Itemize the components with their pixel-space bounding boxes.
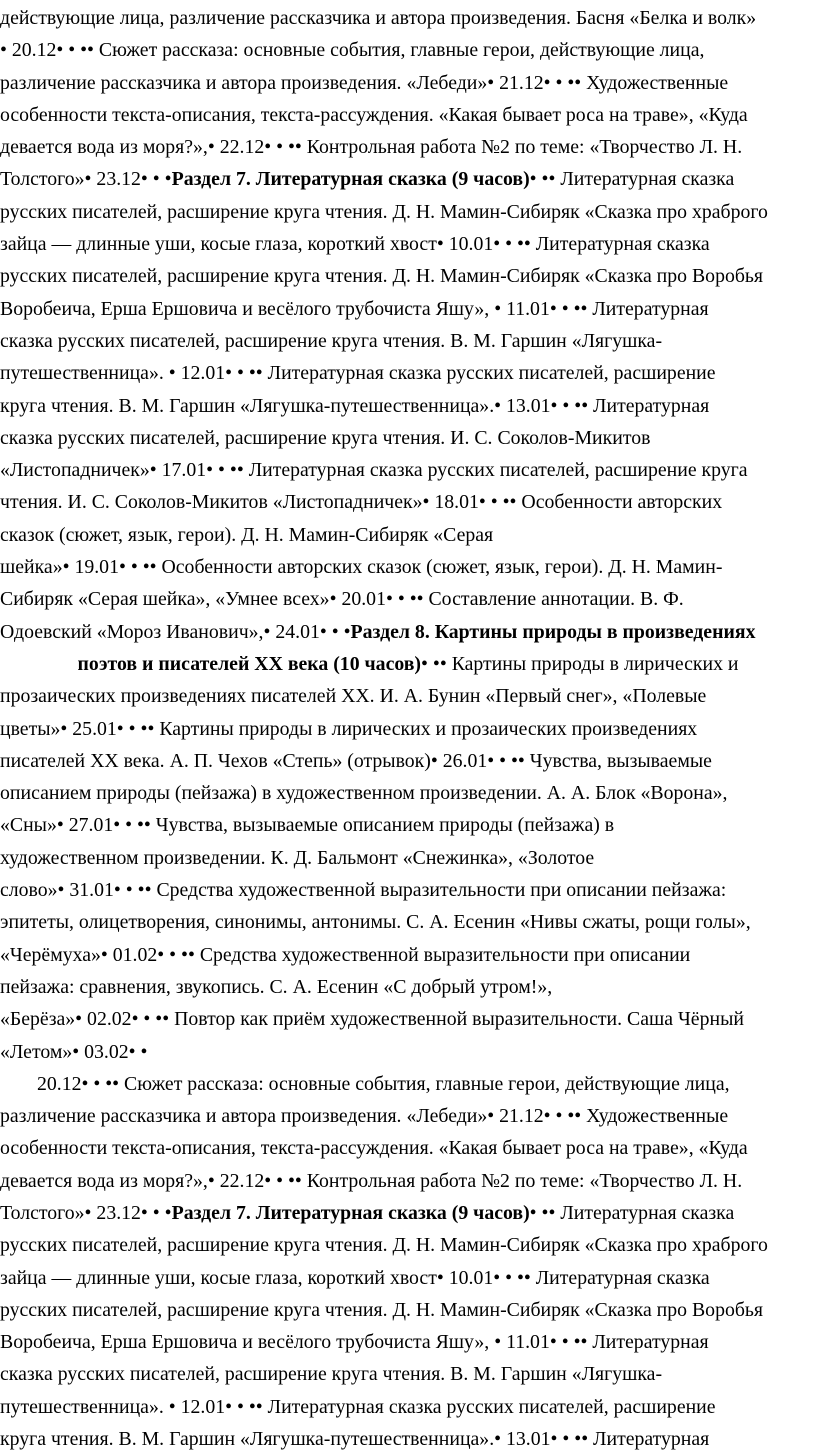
text-line: «Берёза»• 02.02• • •• Повтор как приём художественной выразительности. Саша Чёрный: [0, 1008, 744, 1031]
text-line: зайца — длинные уши, косые глаза, короткий хвост• 10.01• • •• Литературная сказка: [0, 1266, 710, 1289]
text-line: «Летом»• 03.02• •: [0, 1040, 148, 1063]
text-line: сказка русских писателей, расширение круга чтения. В. М. Гаршин «Лягушка-: [0, 329, 663, 352]
text-line: Толстого»• 23.12• • •Раздел 7. Литературная сказка (9 часов)• •• Литературная сказка: [0, 168, 735, 191]
text-line: Сибиряк «Серая шейка», «Умнее всех»• 20.01• • •• Составление аннотации. В. Ф.: [0, 588, 684, 611]
text-line: действующие лица, различение рассказчика и автора произведения. Басня «Белка и волк»: [0, 7, 757, 29]
section-heading: поэтов и писателей ХХ века (10 часов): [77, 652, 422, 675]
text-line: «Листопадничек»• 17.01• • •• Литературная сказка русских писателей, расширение круга: [0, 459, 748, 482]
text-line: сказка русских писателей, расширение круга чтения. В. М. Гаршин «Лягушка-: [0, 1363, 663, 1386]
text-line: Одоевский «Мороз Иванович»,• 24.01• • •Раздел 8. Картины природы в произведениях: [0, 620, 756, 643]
text-line: описанием природы (пейзажа) в художественном произведении. А. А. Блок «Ворона»,: [0, 782, 728, 805]
text-line: сказок (сюжет, язык, герои). Д. Н. Мамин-Сибиряк «Серая: [0, 523, 494, 546]
text-line: круга чтения. В. М. Гаршин «Лягушка-путешественница».• 13.01• • •• Литературная: [0, 1428, 710, 1451]
section-heading: Раздел 7. Литературная сказка (9 часов): [171, 168, 530, 191]
text-line: девается вода из моря?»,• 22.12• • •• Контрольная работа №2 по теме: «Творчество Л. Н.: [0, 1169, 743, 1192]
text-line: русских писателей, расширение круга чтения. Д. Н. Мамин-Сибиряк «Сказка про храброго: [0, 200, 768, 223]
text-line: сказка русских писателей, расширение круга чтения. И. С. Соколов-Микитов: [0, 426, 651, 449]
paragraph-start-line: 20.12• • •• Сюжет рассказа: основные события, главные герои, действующие лица,: [37, 1072, 730, 1095]
text-line: «Черёмуха»• 01.02• • •• Средства художественной выразительности при описании: [0, 943, 691, 966]
section-heading: Раздел 7. Литературная сказка (9 часов): [171, 1201, 530, 1224]
text-line: зайца — длинные уши, косые глаза, короткий хвост• 10.01• • •• Литературная сказка: [0, 233, 710, 256]
section-heading-line: поэтов и писателей ХХ века (10 часов)• •• Картины природы в лирических и: [77, 652, 739, 675]
text-line: круга чтения. В. М. Гаршин «Лягушка-путешественница».• 13.01• • •• Литературная: [0, 394, 710, 417]
text-line: различение рассказчика и автора произведения. «Лебеди»• 21.12• • •• Художественные: [0, 71, 729, 94]
text-line: художественном произведении. К. Д. Бальмонт «Снежинка», «Золотое: [0, 846, 595, 869]
text-line: эпитеты, олицетворения, синонимы, антонимы. С. А. Есенин «Нивы сжаты, рощи голы»,: [0, 911, 751, 934]
text-line: писателей ХХ века. А. П. Чехов «Степь» (отрывок)• 26.01• • •• Чувства, вызываемые: [0, 749, 712, 772]
text-line: девается вода из моря?»,• 22.12• • •• Контрольная работа №2 по теме: «Творчество Л. Н.: [0, 136, 743, 159]
text-line: цветы»• 25.01• • •• Картины природы в лирических и прозаических произведениях: [0, 717, 698, 740]
text-line: слово»• 31.01• • •• Средства художественной выразительности при описании пейзажа:: [0, 879, 727, 902]
text-line: различение рассказчика и автора произведения. «Лебеди»• 21.12• • •• Художественные: [0, 1105, 729, 1128]
text-line: Воробеича, Ерша Ершовича и весёлого трубочиста Яшу», • 11.01• • •• Литературная: [0, 1331, 709, 1354]
text-line: особенности текста-описания, текста-рассуждения. «Какая бывает роса на траве», «Куда: [0, 1137, 748, 1160]
text-line: русских писателей, расширение круга чтения. Д. Н. Мамин-Сибиряк «Сказка про Воробья: [0, 265, 764, 288]
text-line: Воробеича, Ерша Ершовича и весёлого трубочиста Яшу», • 11.01• • •• Литературная: [0, 297, 709, 320]
section-heading: Раздел 8. Картины природы в произведениях: [350, 620, 756, 643]
text-line: шейка»• 19.01• • •• Особенности авторских сказок (сюжет, язык, герои). Д. Н. Мамин-: [0, 556, 723, 579]
text-line: Толстого»• 23.12• • •Раздел 7. Литературная сказка (9 часов)• •• Литературная сказка: [0, 1201, 735, 1224]
text-line: путешественница». • 12.01• • •• Литературная сказка русских писателей, расширение: [0, 362, 716, 385]
text-line: «Сны»• 27.01• • •• Чувства, вызываемые описанием природы (пейзажа) в: [0, 814, 615, 837]
text-line: чтения. И. С. Соколов-Микитов «Листопадничек»• 18.01• • •• Особенности авторских: [0, 491, 723, 514]
text-line: прозаических произведениях писателей ХХ. И. А. Бунин «Первый снег», «Полевые: [0, 685, 707, 708]
text-line: русских писателей, расширение круга чтения. Д. Н. Мамин-Сибиряк «Сказка про храброго: [0, 1234, 768, 1257]
text-line: пейзажа: сравнения, звукопись. С. А. Есенин «С добрый утром!»,: [0, 975, 553, 998]
text-line: • 20.12• • •• Сюжет рассказа: основные события, главные герои, действующие лица,: [0, 39, 705, 62]
text-line: русских писателей, расширение круга чтения. Д. Н. Мамин-Сибиряк «Сказка про Воробья: [0, 1298, 764, 1321]
text-line: особенности текста-описания, текста-рассуждения. «Какая бывает роса на траве», «Куда: [0, 103, 748, 126]
text-line: путешественница». • 12.01• • •• Литературная сказка русских писателей, расширение: [0, 1395, 716, 1418]
